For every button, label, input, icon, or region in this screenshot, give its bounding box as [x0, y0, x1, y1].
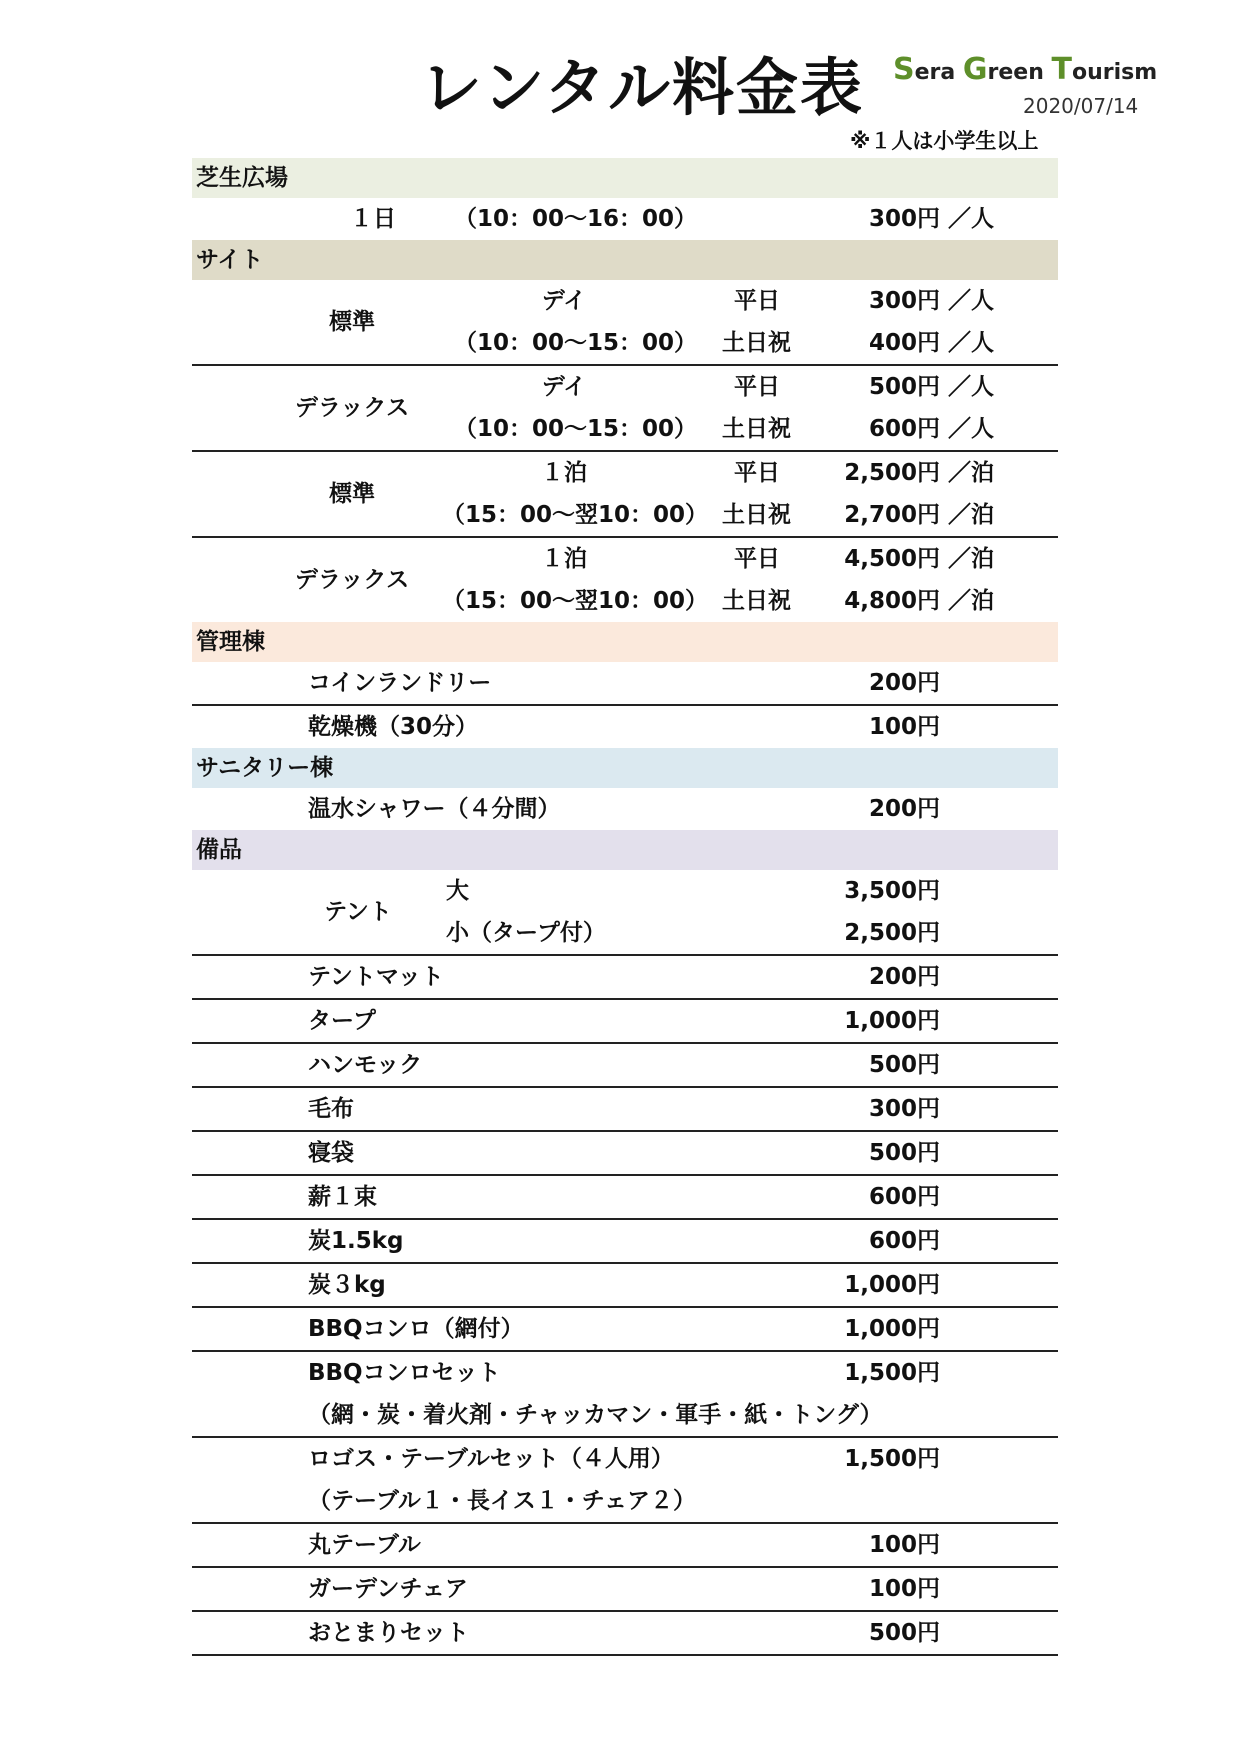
- site-day-weekday: 平日: [734, 288, 780, 314]
- category-bihin: 備品: [192, 830, 1058, 870]
- bihin-row: [192, 1176, 1058, 1220]
- site-day-holiday: 土日祝: [722, 330, 791, 356]
- site-day-holiday: 土日祝: [722, 502, 791, 528]
- item-price: 1,500円: [844, 1360, 940, 1386]
- site-price-weekday: 300円: [868, 288, 940, 314]
- shibafu-unit: ／人: [948, 206, 994, 232]
- tent-large: 大: [446, 878, 469, 904]
- site-day-holiday: 土日祝: [722, 416, 791, 442]
- site-price-holiday: 400円: [868, 330, 940, 356]
- bihin-row: [192, 1308, 1058, 1352]
- item-name: 炭３kg: [308, 1272, 386, 1298]
- site-price-holiday: 600円: [868, 416, 940, 442]
- item-name: コインランドリー: [308, 670, 492, 696]
- tent-row: [192, 870, 1058, 956]
- site-time: （15：00〜翌10：00）: [442, 502, 709, 528]
- site-plan: デイ: [541, 374, 587, 400]
- shibafu-row: [192, 198, 1058, 240]
- item-name: 丸テーブル: [308, 1532, 421, 1558]
- site-price-weekday: 500円: [868, 374, 940, 400]
- item-name: 寝袋: [308, 1140, 354, 1166]
- site-day-holiday: 土日祝: [722, 588, 791, 614]
- category-kanri: 管理棟: [192, 622, 1058, 662]
- item-price: 1,000円: [844, 1008, 940, 1034]
- item-price: 100円: [868, 1532, 940, 1558]
- tent-small: 小（タープ付）: [446, 920, 606, 946]
- site-unit: ／人: [948, 330, 994, 356]
- item-price: 1,000円: [844, 1272, 940, 1298]
- item-detail: （テーブル１・長イス１・チェア２）: [308, 1488, 697, 1514]
- item-price: 200円: [868, 796, 940, 822]
- price-table: [192, 158, 1058, 1656]
- item-price: 1,000円: [844, 1316, 940, 1342]
- category-site: サイト: [192, 240, 1058, 280]
- shibafu-time: （10：00〜16：00）: [454, 206, 698, 232]
- item-name: BBQコンロ（網付）: [308, 1316, 524, 1342]
- item-detail: （網・炭・着火剤・チャッカマン・軍手・紙・トング）: [308, 1402, 883, 1428]
- tent-small-price: 2,500円: [844, 920, 940, 946]
- category-shibafu: 芝生広場: [192, 158, 1058, 198]
- logos-set-row: [192, 1438, 1058, 1524]
- site-time: （10：00〜15：00）: [454, 416, 698, 442]
- bihin-row: [192, 1044, 1058, 1088]
- site-time: （10：00〜15：00）: [454, 330, 698, 356]
- site-unit: ／泊: [948, 502, 994, 528]
- item-name: タープ: [308, 1008, 376, 1034]
- bihin-row: [192, 1000, 1058, 1044]
- brand-logo: Sera Green Tourism: [893, 52, 1158, 87]
- page-title: レンタル料金表: [420, 51, 864, 124]
- item-price: 1,500円: [844, 1446, 940, 1472]
- site-plan: １泊: [541, 460, 587, 486]
- site-row: [192, 280, 1058, 366]
- site-row: [192, 366, 1058, 452]
- bihin-row: [192, 1568, 1058, 1612]
- site-day-weekday: 平日: [734, 460, 780, 486]
- item-name: ガーデンチェア: [308, 1576, 468, 1602]
- item-name: 温水シャワー（４分間）: [308, 796, 561, 822]
- bbq-set-row: [192, 1352, 1058, 1438]
- item-name: おとまりセット: [308, 1620, 469, 1646]
- item-name: 炭1.5kg: [308, 1228, 404, 1254]
- bihin-row: [192, 956, 1058, 1000]
- kanri-row: [192, 706, 1058, 748]
- item-price: 600円: [868, 1184, 940, 1210]
- item-price: 500円: [868, 1140, 940, 1166]
- site-unit: ／泊: [948, 546, 994, 572]
- age-note: ※１人は小学生以上: [850, 129, 1039, 153]
- site-day-weekday: 平日: [734, 546, 780, 572]
- site-plan: １泊: [541, 546, 587, 572]
- site-day-weekday: 平日: [734, 374, 780, 400]
- sanitary-row: [192, 788, 1058, 830]
- item-name: テントマット: [308, 964, 444, 990]
- item-name: 乾燥機（30分）: [308, 714, 479, 740]
- site-time: （15：00〜翌10：00）: [442, 588, 709, 614]
- site-name: 標準: [329, 309, 375, 335]
- item-name: 薪１束: [308, 1184, 377, 1210]
- site-row: [192, 538, 1058, 622]
- site-name: デラックス: [294, 567, 410, 593]
- site-price-weekday: 4,500円: [844, 546, 940, 572]
- site-price-weekday: 2,500円: [844, 460, 940, 486]
- item-price: 200円: [868, 964, 940, 990]
- shibafu-price: 300円: [868, 206, 940, 232]
- item-name: ロゴス・テーブルセット（４人用）: [308, 1446, 674, 1472]
- bihin-row: [192, 1220, 1058, 1264]
- issue-date: 2020/07/14: [1023, 94, 1139, 118]
- item-price: 100円: [868, 1576, 940, 1602]
- item-name: ハンモック: [308, 1052, 423, 1078]
- site-unit: ／泊: [948, 460, 994, 486]
- site-price-holiday: 2,700円: [844, 502, 940, 528]
- site-unit: ／人: [948, 288, 994, 314]
- shibafu-day: １日: [350, 206, 396, 232]
- site-row: [192, 452, 1058, 538]
- bihin-row: [192, 1088, 1058, 1132]
- item-price: 100円: [868, 714, 940, 740]
- bihin-row: [192, 1612, 1058, 1656]
- site-unit: ／人: [948, 374, 994, 400]
- tent-large-price: 3,500円: [844, 878, 940, 904]
- tent-name: テント: [324, 899, 392, 925]
- item-price: 200円: [868, 670, 940, 696]
- site-unit: ／泊: [948, 588, 994, 614]
- site-plan: デイ: [541, 288, 587, 314]
- item-price: 500円: [868, 1620, 940, 1646]
- category-sanitary: サニタリー棟: [192, 748, 1058, 788]
- item-price: 600円: [868, 1228, 940, 1254]
- bihin-row: [192, 1524, 1058, 1568]
- site-price-holiday: 4,800円: [844, 588, 940, 614]
- item-price: 500円: [868, 1052, 940, 1078]
- bihin-row: [192, 1264, 1058, 1308]
- site-name: デラックス: [294, 395, 410, 421]
- item-price: 300円: [868, 1096, 940, 1122]
- kanri-row: [192, 662, 1058, 706]
- site-name: 標準: [329, 481, 375, 507]
- site-unit: ／人: [948, 416, 994, 442]
- item-name: 毛布: [308, 1096, 354, 1122]
- item-name: BBQコンロセット: [308, 1360, 501, 1386]
- bihin-row: [192, 1132, 1058, 1176]
